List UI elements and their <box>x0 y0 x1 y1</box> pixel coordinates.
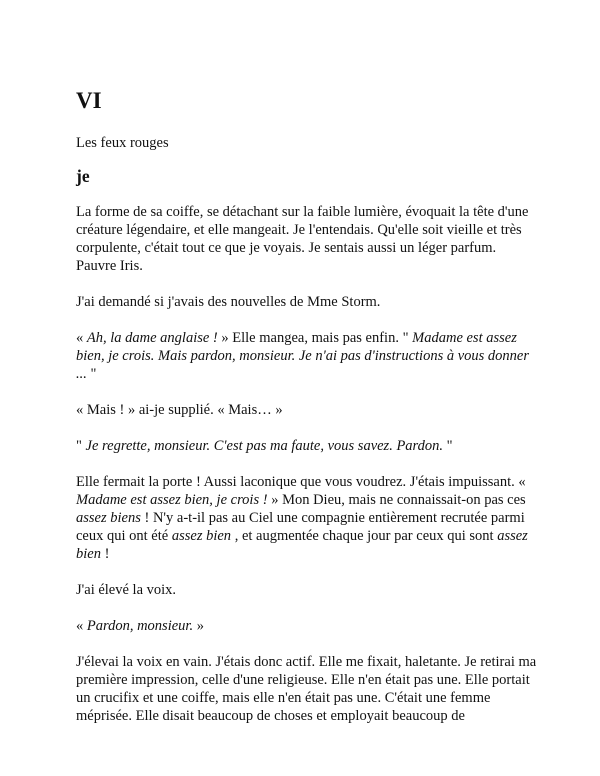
text-run: , et augmentée chaque jour par ceux qui sont <box>231 528 498 544</box>
text-run: » <box>193 618 204 634</box>
text-run: " <box>443 438 453 454</box>
italic-text: Madame est assez bien, je crois. Mais pardon, monsieur. Je n'ai pas d'instructions à vous donner ... <box>76 330 529 382</box>
italic-text: Ah, la dame anglaise ! <box>86 330 218 346</box>
paragraph <box>76 293 540 311</box>
chapter-number: VI <box>76 88 102 113</box>
chapter-title: Les feux rouges <box>76 135 169 151</box>
text-run: J'élevai la voix en vain. J'étais donc actif. Elle me fixait, haletante. Je retirai ma première impression, celle d'une religieuse. Elle n'en était pas une. Elle portait un crucifix et une coiffe, mais elle n'en était pas une. C'était une femme méprisée. Elle disait beaucoup de choses et employait beaucoup de <box>76 654 537 724</box>
text-run: J'ai demandé si j'avais des nouvelles de Mme Storm. <box>76 294 381 310</box>
italic-text: assez bien <box>76 528 528 562</box>
text-run: « Mais ! » ai-je supplié. « Mais… » <box>76 402 283 418</box>
text-run: ! N'y a-t-il pas au Ciel une compagnie entièrement recrutée parmi ceux qui ont été <box>76 510 525 544</box>
paragraph <box>76 617 540 635</box>
text-run: Elle fermait la porte ! Aussi laconique que vous voudrez. J'étais impuissant. « <box>76 474 526 490</box>
paragraph <box>76 473 540 563</box>
italic-text: assez biens <box>76 510 141 526</box>
paragraph <box>76 437 540 455</box>
paragraph <box>76 653 540 725</box>
text-run: « <box>76 618 87 634</box>
italic-text: Pardon, monsieur. <box>86 618 194 634</box>
text-run: J'ai élevé la voix. <box>76 582 177 598</box>
italic-text: Madame est assez bien, je crois ! <box>76 492 268 508</box>
text-run: La forme de sa coiffe, se détachant sur la faible lumière, évoquait la tête d'une créature légendaire, et elle mangeait. Je l'entendais. Qu'elle soit vieille et très corpulente, c'était tout ce que je voyais. Je sentais aussi un léger parfum. Pauvre Iris. <box>76 204 529 274</box>
paragraph <box>76 401 540 419</box>
italic-text: assez bien <box>171 528 232 544</box>
italic-text: Je regrette, monsieur. C'est pas ma faute, vous savez. Pardon. <box>85 438 444 454</box>
body-text <box>76 203 540 725</box>
text-run: » Mon Dieu, mais ne connaissait-on pas ces <box>267 492 526 508</box>
paragraph <box>76 203 540 275</box>
text-run: ! <box>100 546 110 562</box>
text-run: « <box>76 330 87 346</box>
text-run: » Elle mangea, mais pas enfin. " <box>217 330 413 346</box>
text-run: " <box>86 366 97 382</box>
section-heading: je <box>76 166 90 186</box>
paragraph <box>76 581 540 599</box>
text-run: " <box>76 438 86 454</box>
paragraph <box>76 329 540 383</box>
